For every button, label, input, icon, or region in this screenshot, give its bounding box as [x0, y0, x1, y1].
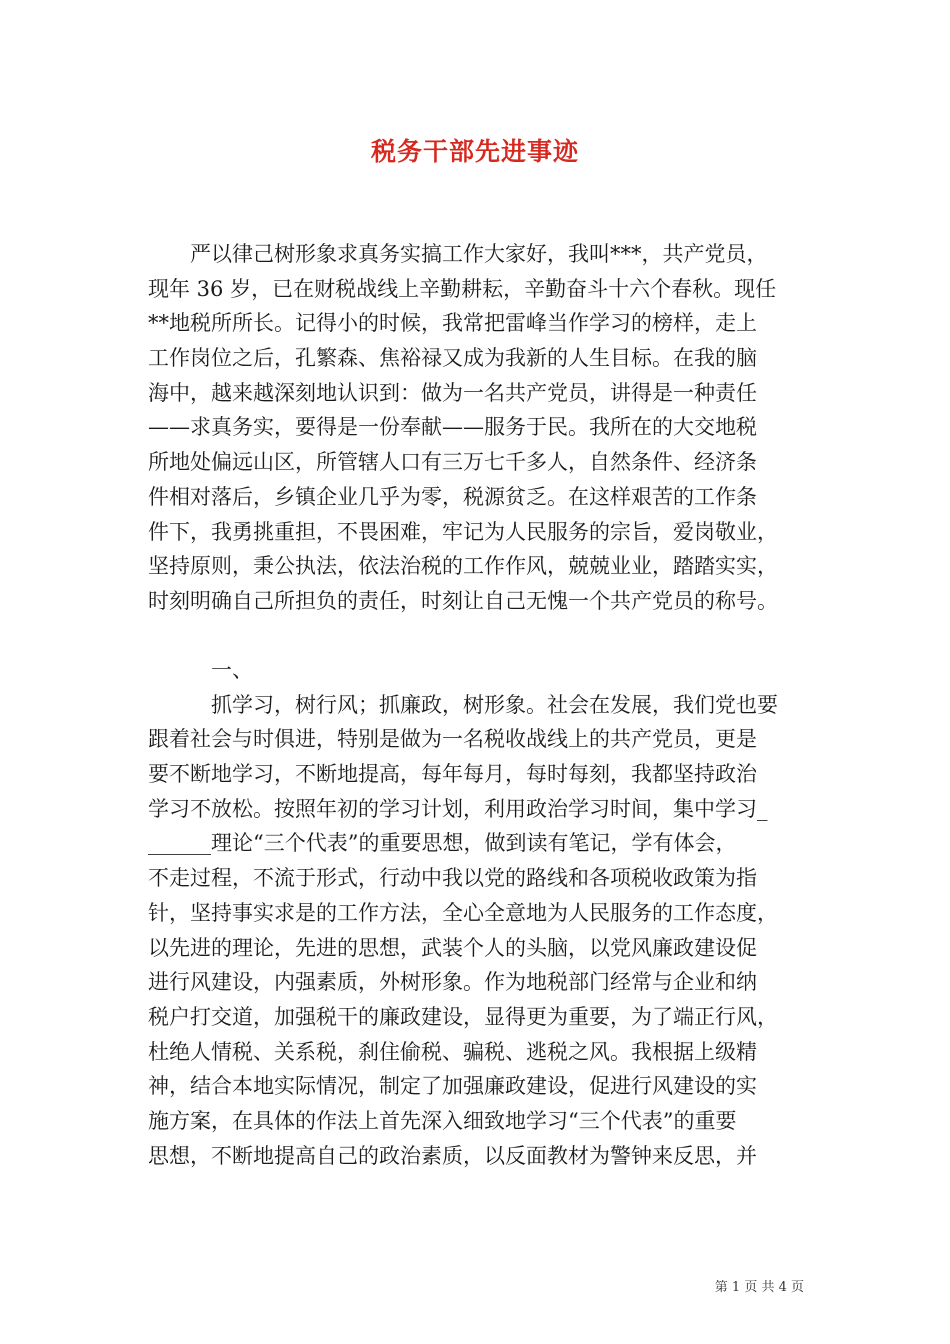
text-line: 杜绝人情税、关系税，刹住偷税、骗税、逃税之风。我根据上级精 — [148, 1039, 757, 1064]
text-line: ——求真务实，要得是一份奉献——服务于民。我所在的大交地税 — [148, 415, 757, 440]
document-title: 税务干部先进事迹 — [370, 137, 579, 166]
paragraph-1 — [148, 237, 820, 619]
paragraph-2 — [148, 653, 820, 1173]
text-line: 工作岗位之后，孔繁森、焦裕禄又成为我新的人生目标。在我的脑 — [148, 346, 757, 371]
text-line: 以先进的理论，先进的思想，武装个人的头脑，以党风廉政建设促 — [148, 935, 757, 960]
text-line: 所地处偏远山区，所管辖人口有三万七千多人，自然条件、经济条 — [148, 450, 757, 475]
text-line: ______理论“三个代表”的重要思想，做到读有笔记，学有体会， — [148, 831, 737, 856]
text-line: 施方案，在具体的作法上首先深入细致地学习“三个代表”的重要 — [148, 1108, 737, 1133]
text-line: 抓学习，树行风；抓廉政，树形象。社会在发展，我们党也要 — [148, 692, 778, 717]
text-line: 思想，不断地提高自己的政治素质，以反面教材为警钟来反思，并 — [148, 1143, 757, 1168]
section-number: 一、 — [148, 658, 253, 682]
text-line: 时刻明确自己所担负的责任，时刻让自己无愧一个共产党员的称号。 — [148, 588, 778, 613]
text-line: 件下，我勇挑重担，不畏困难，牢记为人民服务的宗旨，爱岗敬业， — [148, 519, 778, 544]
text-line: 现年 36 岁，已在财税战线上辛勤耕耘，辛勤奋斗十六个春秋。现任 — [148, 276, 777, 301]
text-line: 神，结合本地实际情况，制定了加强廉政建设，促进行风建设的实 — [148, 1074, 757, 1099]
text-line: 严以律己树形象求真务实搞工作大家好，我叫***，共产党员， — [148, 242, 768, 266]
text-line: 税户打交道，加强税干的廉政建设，显得更为重要，为了端正行风， — [148, 1004, 778, 1029]
text-line: 要不断地学习，不断地提高，每年每月，每时每刻，我都坚持政治 — [148, 762, 757, 787]
page-number-footer: 第 1 页 共 4 页 — [714, 1280, 804, 1295]
text-line: 件相对落后，乡镇企业几乎为零，税源贫乏。在这样艰苦的工作条 — [148, 484, 757, 509]
text-line: 海中，越来越深刻地认识到：做为一名共产党员，讲得是一种责任 — [148, 380, 757, 405]
text-line: **地税所所长。记得小的时候，我常把雷峰当作学习的榜样，走上 — [148, 311, 757, 336]
text-line: 进行风建设，内强素质，外树形象。作为地税部门经常与企业和纳 — [148, 970, 757, 995]
text-line: 不走过程，不流于形式，行动中我以党的路线和各项税收政策为指 — [148, 866, 757, 891]
text-line: 学习不放松。按照年初的学习计划，利用政治学习时间，集中学习_ — [148, 796, 768, 821]
text-line: 坚持原则，秉公执法，依法治税的工作作风，兢兢业业，踏踏实实， — [148, 554, 778, 579]
text-line: 针，坚持事实求是的工作方法，全心全意地为人民服务的工作态度， — [148, 900, 778, 925]
text-line: 跟着社会与时俱进，特别是做为一名税收战线上的共产党员，更是 — [148, 727, 757, 752]
